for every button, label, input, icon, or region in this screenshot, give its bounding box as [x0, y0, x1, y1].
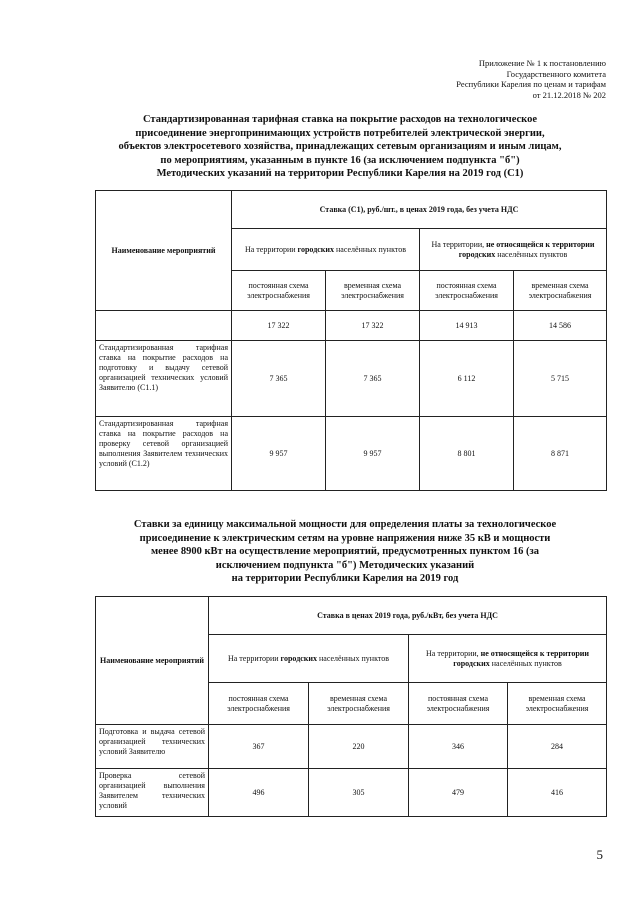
row-name: Проверка сетевой организацией выполнения Заявителем технических условий	[96, 769, 209, 817]
value-cell: 346	[409, 725, 508, 769]
col-permanent: постоянная схема электроснабжения	[409, 683, 508, 725]
table-row	[96, 417, 607, 491]
value-cell: 284	[508, 725, 607, 769]
row-name: Стандартизированная тарифная ставка на покрытие расходов на проверку сетевой организацией выполнения Заявителем технических условий (С1.2)	[96, 417, 232, 491]
appendix-line: Государственного комитета	[506, 68, 606, 79]
title-line: на территории Республики Карелия на 2019 год	[231, 573, 459, 584]
title-line: по мероприятиям, указанным в пункте 16 (за исключением подпункта "б")	[160, 154, 520, 166]
rate-header: Ставка в ценах 2019 года, руб./кВт, без учета НДС	[209, 597, 607, 635]
rural-header: На территории, не относящейся к территории городских населённых пунктов	[409, 635, 607, 683]
value-cell: 5 715	[514, 341, 607, 417]
value-cell: 9 957	[232, 417, 326, 491]
rate-table-c1	[95, 190, 607, 491]
value-cell: 8 871	[514, 417, 607, 491]
appendix-line: от 21.12.2018 № 202	[532, 89, 606, 100]
title-line: Методических указаний на территории Республики Карелия на 2019 год (С1)	[156, 168, 524, 179]
col-permanent: постоянная схема электроснабжения	[209, 683, 309, 725]
title-line: Ставки за единицу максимальной мощности для определения платы за технологическое	[133, 519, 557, 530]
totals-row	[96, 311, 607, 341]
title-line: объектов электросетевого хозяйства, принадлежащих сетевым организациям и иным лицам,	[118, 141, 562, 152]
empty-cell	[96, 311, 232, 341]
value-cell: 416	[508, 769, 607, 817]
table-row	[96, 341, 607, 417]
value-cell: 8 801	[420, 417, 514, 491]
value-cell: 17 322	[326, 311, 420, 341]
col-temporary: временная схема электроснабжения	[508, 683, 607, 725]
value-cell: 14 586	[514, 311, 607, 341]
page-number: 5	[596, 847, 603, 862]
value-cell: 220	[309, 725, 409, 769]
rural-header: На территории, не относящейся к территории городских населённых пунктов	[420, 229, 607, 271]
name-column-header: Наименование мероприятий	[96, 597, 209, 725]
value-cell: 479	[409, 769, 508, 817]
value-cell: 14 913	[420, 311, 514, 341]
col-temporary: временная схема электроснабжения	[514, 271, 607, 311]
urban-header: На территории городских населённых пунктов	[232, 229, 420, 271]
table2-title	[95, 518, 595, 586]
row-name: Стандартизированная тарифная ставка на покрытие расходов на подготовку и выдачу сетевой организацией технических условий Заявителю (С1.1)	[96, 341, 232, 417]
appendix-note	[456, 58, 606, 100]
col-temporary: временная схема электроснабжения	[309, 683, 409, 725]
value-cell: 305	[309, 769, 409, 817]
value-cell: 7 365	[232, 341, 326, 417]
appendix-line: Республики Карелия по ценам и тарифам	[456, 79, 606, 89]
title-line: Стандартизированная тарифная ставка на покрытие расходов на технологическое	[142, 114, 537, 125]
col-permanent: постоянная схема электроснабжения	[420, 271, 514, 311]
appendix-line: Приложение № 1 к постановлению	[478, 58, 606, 68]
title-line: исключением подпункта "б") Методических указаний	[215, 559, 475, 571]
table-row	[96, 769, 607, 817]
title-line: присоединение к электрическим сетям на уровне напряжения ниже 35 кВ и мощности	[139, 532, 551, 544]
col-temporary: временная схема электроснабжения	[326, 271, 420, 311]
table-row	[96, 725, 607, 769]
value-cell: 367	[209, 725, 309, 769]
value-cell: 17 322	[232, 311, 326, 341]
value-cell: 7 365	[326, 341, 420, 417]
title-line: менее 8900 кВт на осуществление мероприятий, предусмотренных пунктом 16 (за	[151, 546, 539, 557]
table1-title	[80, 113, 600, 181]
value-cell: 9 957	[326, 417, 420, 491]
rate-table-kw	[95, 596, 607, 817]
rate-header: Ставка (С1), руб./шт., в ценах 2019 года, без учета НДС	[232, 191, 607, 229]
title-line: присоединение энергопринимающих устройств потребителей электрической энергии,	[135, 127, 545, 139]
name-column-header: Наименование мероприятий	[96, 191, 232, 311]
urban-header: На территории городских населённых пунктов	[209, 635, 409, 683]
value-cell: 6 112	[420, 341, 514, 417]
row-name: Подготовка и выдача сетевой организацией технических условий Заявителю	[96, 725, 209, 769]
value-cell: 496	[209, 769, 309, 817]
col-permanent: постоянная схема электроснабжения	[232, 271, 326, 311]
